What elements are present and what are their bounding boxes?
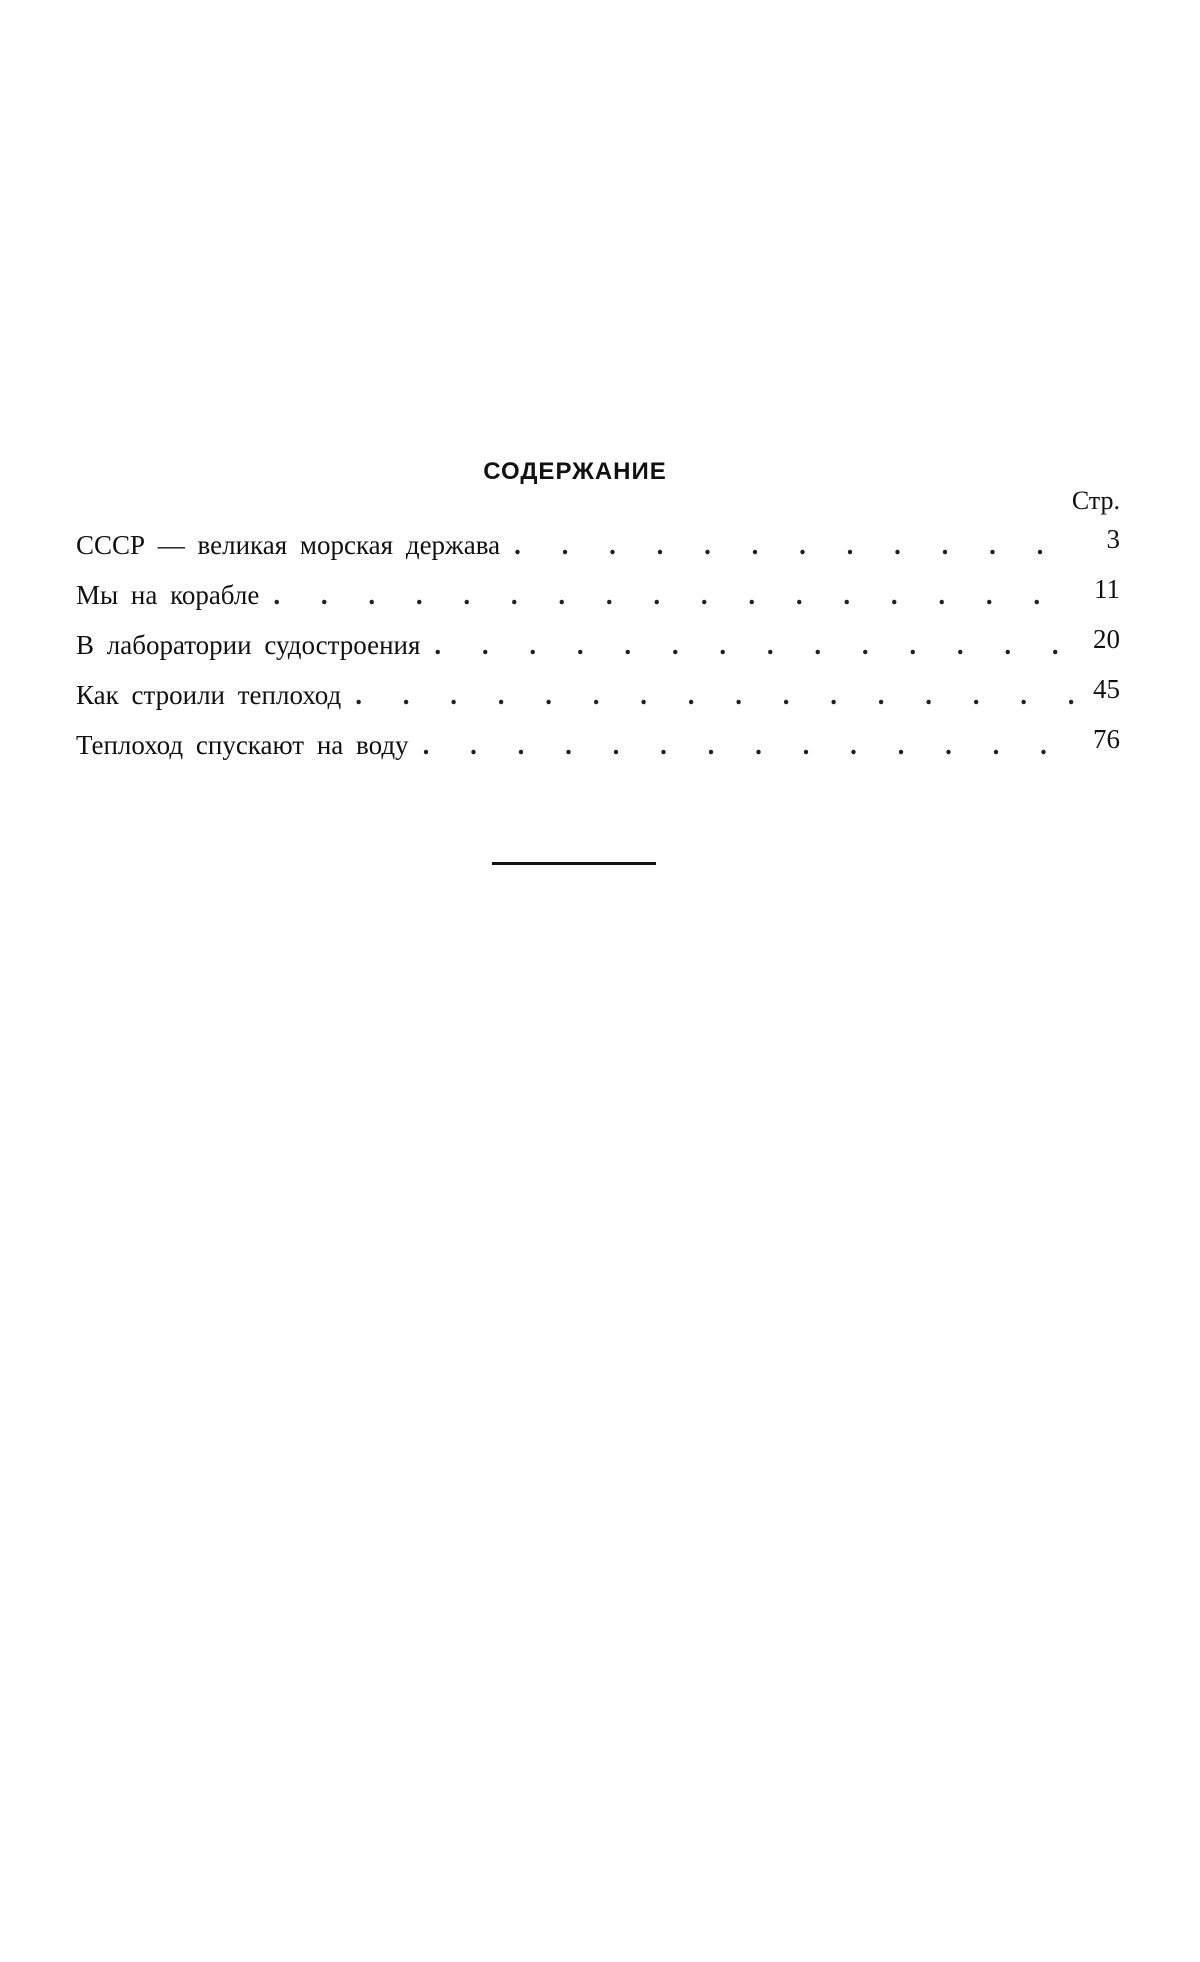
contents-heading: СОДЕРЖАНИЕ — [483, 458, 667, 485]
dot-leader — [434, 630, 1082, 661]
table-of-contents — [76, 524, 1120, 780]
toc-page-number: 11 — [1094, 574, 1120, 604]
dot-leader — [273, 580, 1082, 611]
toc-entry-title: Мы на корабле — [76, 580, 260, 610]
toc-entry-title: В лаборатории судостроения — [76, 630, 421, 660]
toc-page-number: 45 — [1093, 674, 1120, 704]
toc-entry[interactable] — [76, 724, 1120, 780]
toc-entry-title: Как строили теплоход — [76, 680, 342, 710]
toc-page-number: 76 — [1093, 724, 1120, 754]
toc-entry[interactable] — [76, 674, 1120, 730]
toc-entry-title: Теплоход спускают на воду — [76, 730, 409, 760]
page-column-label: Стр. — [1071, 486, 1120, 515]
dot-leader — [355, 680, 1082, 711]
toc-page-number: 3 — [1106, 524, 1120, 554]
toc-entry[interactable] — [76, 574, 1120, 630]
dot-leader — [514, 530, 1082, 561]
toc-entry-title: СССР — великая морская держава — [76, 530, 501, 560]
end-rule-divider — [492, 862, 656, 865]
toc-entry[interactable] — [76, 624, 1120, 680]
dot-leader — [423, 730, 1082, 761]
toc-page-number: 20 — [1093, 624, 1120, 654]
toc-entry[interactable] — [76, 524, 1120, 580]
